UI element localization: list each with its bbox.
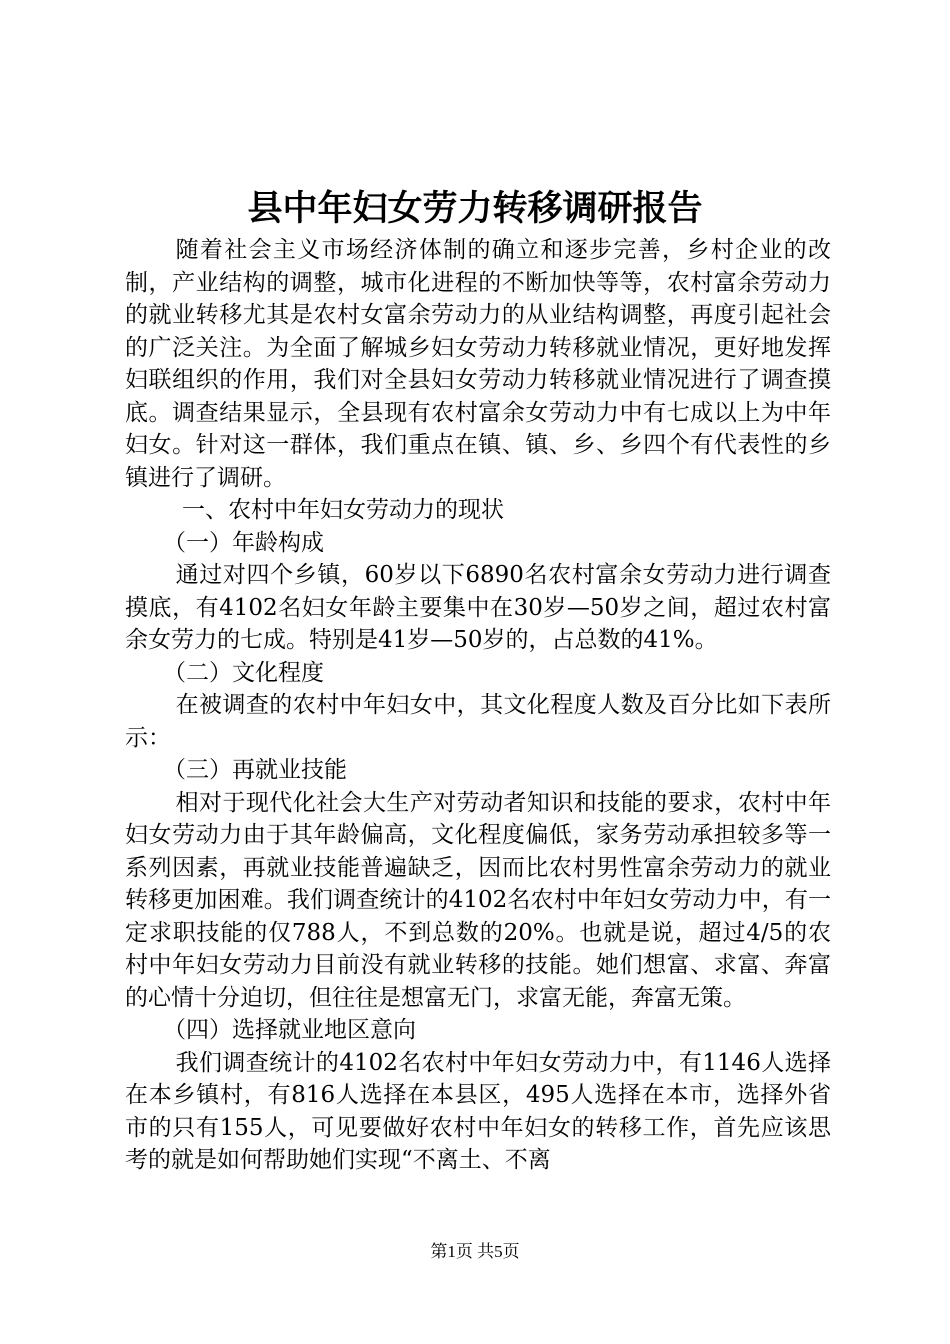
document-title: 县中年妇女劳力转移调研报告 [247, 188, 703, 229]
subsection-heading-age: （一）年龄构成 [163, 529, 324, 556]
education-paragraph: 在被调查的农村中年妇女中，其文化程度人数及百分比如下表所示： [125, 692, 831, 751]
subsection-heading-education: （二）文化程度 [163, 659, 324, 686]
intro-paragraph: 随着社会主义市场经济体制的确立和逐步完善，乡村企业的改制，产业结构的调整，城市化进程的不断加快等等，农村富余劳动力的就业转移尤其是农村女富余劳动力的从业结构调整，再度引起社会的广泛关注。为全面了解城乡妇女劳动力转移就业情况，更好地发挥妇联组织的作用，我们对全县妇女劳动力转移就业情况进行了调查摸底。调查结果显示，全县现有农村富余女劳动力中有七成以上为中年妇女。针对这一群体，我们重点在镇、镇、乡、乡四个有代表性的乡镇进行了调研。 [125, 237, 831, 491]
document-body [125, 234, 831, 1177]
subsection-heading-region: （四）选择就业地区意向 [163, 1017, 416, 1043]
age-paragraph: 通过对四个乡镇，60岁以下6890名农村富余女劳动力进行调查摸底，有4102名妇女年龄主要集中在30岁—50岁之间，超过农村富余女劳力的七成。特别是41岁—50岁的，占总数的41%。 [125, 562, 831, 653]
subsection-heading-skills: （三）再就业技能 [163, 757, 347, 783]
section-heading-1: 一、农村中年妇女劳动力的现状 [182, 497, 504, 523]
skills-paragraph: 相对于现代化社会大生产对劳动者知识和技能的要求，农村中年妇女劳动力由于其年龄偏高，文化程度偏低，家务劳动承担较多等一系列因素，再就业技能普遍缺乏，因而比农村男性富余劳动力的就业转移更加困难。我们调查统计的4102名农村中年妇女劳动力中，有一定求职技能的仅788人，不到总数的20%。也就是说，超过4/5的农村中年妇女劳动力目前没有就业转移的技能。她们想富、求富、奔富的心情十分迫切，但往往是想富无门，求富无能，奔富无策。 [125, 789, 831, 1011]
region-paragraph: 我们调查统计的4102名农村中年妇女劳动力中，有1146人选择在本乡镇村，有816人选择在本县区，495人选择在本市，选择外省市的只有155人，可见要做好农村中年妇女的转移工作，首先应该思考的就是如何帮助她们实现“不离土、不离 [125, 1049, 831, 1173]
page-footer: 第1页 共5页 [430, 1242, 520, 1261]
